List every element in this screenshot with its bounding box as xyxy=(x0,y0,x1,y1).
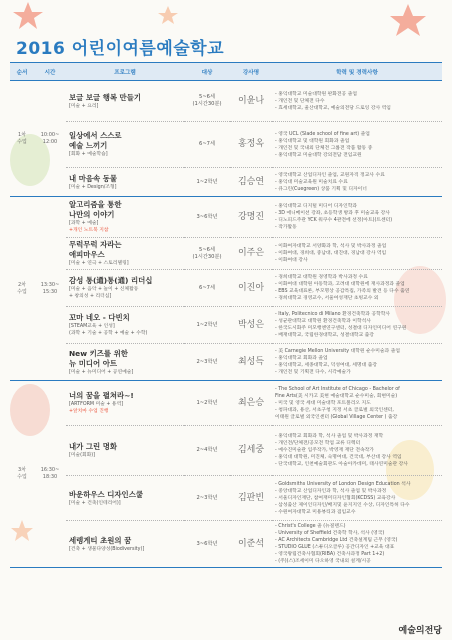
program-cell xyxy=(66,81,184,122)
career-cell xyxy=(272,238,442,270)
table-row xyxy=(10,381,442,426)
career-line: - 단국대학교, 인천예술회관도 아술아카데미, 태사연미술관 강사 xyxy=(275,462,408,467)
program-note: +개인 노트북 지참 xyxy=(69,228,109,233)
career-line: - 홍익대학교, 세종대학교, 덕성여대, 세명대 출강 xyxy=(275,363,377,368)
program-category: [과학 + 예술] xyxy=(69,221,99,226)
target-cell: 2~3학년 xyxy=(184,344,230,381)
table-row xyxy=(10,81,442,122)
teacher-name: 이진아 xyxy=(230,270,272,307)
career-line: - 개인전 및 기획전 다수, 시각예술가 xyxy=(275,370,351,375)
target-cell: 6~7세 xyxy=(184,270,230,307)
career-line: - 개인전 및 국내외 단체전 그룹전 작품 활동 중 xyxy=(275,145,373,151)
teacher-name: 김세중 xyxy=(230,426,272,476)
career-line: - 효세대학교, 울산대학교, 예술의전당 드로잉 강사 역임 xyxy=(275,105,391,111)
career-line: - 이화여대 대학원 아동학과, 고려대 대학원에 재사과정과 졸업 xyxy=(275,282,405,287)
career-line: - 배재대학교, 국립한경대학교, 성결대학교 출강 xyxy=(275,333,374,338)
career-line: - 홍익대 미술교육원 미술치료 수료 xyxy=(275,179,348,185)
program-cell xyxy=(66,238,184,270)
program-cell xyxy=(66,307,184,344)
table-header-row xyxy=(10,63,442,81)
star-icon xyxy=(13,2,43,29)
career-line: - 홍익대학교 회화과 학, 석사 졸업 및 박사과정 재학 xyxy=(275,434,384,439)
teacher-name: 김승연 xyxy=(230,168,272,197)
career-cell xyxy=(272,476,442,521)
teacher-name: 최은승 xyxy=(230,381,272,426)
program-name: 너의 꿈을 펼쳐라~! xyxy=(69,391,134,400)
program-cell xyxy=(66,168,184,197)
career-cell xyxy=(272,521,442,568)
program-name: 일상에서 스스로 예술 느끼기 xyxy=(69,131,122,150)
career-line: - 한국도시화주 미모행엔연구센터, 성결대 디자인미디어 연구원 xyxy=(275,326,407,331)
program-category: [건축 + 생물다양성(Biodiversity)] xyxy=(69,546,145,552)
career-line: - 큐그린(Cuegreen) 상품 기획 및 디자이너 xyxy=(275,186,367,192)
target-cell: 3~6학년 xyxy=(184,197,230,238)
career-line: - 홍익대학교 미술대학원 판화전공 졸업 xyxy=(275,91,357,97)
career-line: - 이화여대 강사 xyxy=(275,258,308,263)
program-name: 세렝게티 초원의 꿈 xyxy=(69,535,132,545)
star-icon xyxy=(390,4,426,36)
career-line: - EBS 교육대표론, 부모명상 공감특집, 가족의 발견 등 다수 출연 xyxy=(275,289,410,294)
table-row xyxy=(10,168,442,197)
table-row xyxy=(10,307,442,344)
session-label: 1차 수업 xyxy=(10,81,34,197)
career-cell xyxy=(272,426,442,476)
career-line: - (주)(스)조세이미 다오하영 국내외 설계/시공 xyxy=(275,559,371,564)
table-row xyxy=(10,122,442,168)
target-cell: 1~2학년 xyxy=(184,381,230,426)
career-line: - University of Sheffield 건축학 학사, 석사 (영국) xyxy=(275,531,385,536)
target-cell: 1~2학년 xyxy=(184,307,230,344)
program-name: 알고리즘을 통한 나만의 이야기 xyxy=(69,200,122,219)
target-cell: 2~4학년 xyxy=(184,426,230,476)
target-cell: 1~2학년 xyxy=(184,168,230,197)
table-row xyxy=(10,197,442,238)
career-line: - 홍익대학교 디지털 미디어 디자인학과 xyxy=(275,204,357,209)
career-line: - 서울디자인재단, 참여재미디자인협회(KCDSS) 교육강사 xyxy=(275,495,396,501)
career-line: - 3D 애니메이션 강좌, 초등학생 방과 후 미술교육 강사 xyxy=(275,211,390,216)
session-time: 16:30~ 18:30 xyxy=(34,381,66,568)
teacher-name: 이준석 xyxy=(230,521,272,568)
career-line: - 중앙대학교 산업디자인과 학, 석사 졸업 및 박사과정 xyxy=(275,488,387,494)
program-cell xyxy=(66,344,184,381)
career-line: - 이화여자대학교 서양화과 학, 석사 및 박사과정 졸업 xyxy=(275,244,387,249)
career-cell xyxy=(272,122,442,168)
header-career: 학력 및 경력사항 xyxy=(272,63,442,81)
program-cell xyxy=(66,381,184,426)
career-line: - AC Architects Cambridge Ltd 건축설계팀 근무 (영국) xyxy=(275,538,398,543)
career-line: 이태원 글로벌 외국인센터 (Global Village Center ) 출강 xyxy=(275,414,398,420)
career-line: - 경희대학교 경영교수, 서울여성재단 초빙교수 외 xyxy=(275,296,379,301)
schedule-table xyxy=(10,62,442,568)
teacher-name: 홍정옥 xyxy=(230,122,272,168)
career-line: - 이화여대, 경희대, 중남대, 대진대, 경남대 강사 역임 xyxy=(275,251,387,256)
target-cell: 5~6세 (1시간30분) xyxy=(184,238,230,270)
career-line: - 성균관대학교 대학원 환경건축학과 이학석사 xyxy=(275,319,371,324)
career-cell xyxy=(272,270,442,307)
teacher-name: 최성득 xyxy=(230,344,272,381)
session-label: 3차 수업 xyxy=(10,381,34,568)
career-cell xyxy=(272,307,442,344)
target-cell: 5~6세 (1시간30분) xyxy=(184,81,230,122)
program-name: 감성 통(通)통(通) 리더십 xyxy=(69,276,153,285)
teacher-name: 박성은 xyxy=(230,307,272,344)
program-cell xyxy=(66,521,184,568)
career-line: - 개인전 및 단체전 다수 xyxy=(275,98,325,104)
career-cell xyxy=(272,197,442,238)
table-row xyxy=(10,238,442,270)
table-row xyxy=(10,344,442,381)
career-line: - 홍익대 대학원, 미진체, 숙명여대, 건국대, 부산대 강사 역임 xyxy=(275,455,402,460)
program-cell xyxy=(66,197,184,238)
session-time: 13:30~ 15:30 xyxy=(34,197,66,381)
program-category: [미술 + 건축(인테리어)] xyxy=(69,500,121,506)
career-line: - 美 Carnegie Mellon University 대학원 순수미술과 졸업 xyxy=(275,349,400,354)
program-cell xyxy=(66,426,184,476)
career-line: - 삼성출산 제이인디자인/배지및 윤지지인 수상, 디자인특허 다수 xyxy=(275,502,410,508)
program-category: [미술 + 음악 + 놀이 + 신체활동 + 창의성 + 리더십] xyxy=(69,287,139,299)
header-target: 대상 xyxy=(184,63,230,81)
career-line: - 홍익대학교 및 대학원 회화과 졸업 xyxy=(275,138,350,144)
page-title: 2016 어린이여름예술학교 xyxy=(16,39,225,59)
career-line: - 미국 및 영국 세대 미술대학 포트폴리오 지도 xyxy=(275,400,371,406)
program-name: 보글 보글 행복 만들기 xyxy=(69,92,141,102)
program-cell xyxy=(66,476,184,521)
teacher-name: 강명진 xyxy=(230,197,272,238)
career-line: - Goldsmiths University of London Design Education 석사 xyxy=(275,481,411,487)
career-line: - 홍익대학교 회화과 졸업 xyxy=(275,356,328,361)
header-teacher: 강사명 xyxy=(230,63,272,81)
header-order: 순서 xyxy=(10,63,34,81)
program-name: 바운하우스 디자인스쿨 xyxy=(69,489,143,499)
header-program: 프로그램 xyxy=(66,63,184,81)
program-note: +앞치마 수업 진행 xyxy=(69,409,109,414)
program-category: [미술 + 뉴미디어 + 공연예술] xyxy=(69,369,134,375)
teacher-name: 이윤나 xyxy=(230,81,272,122)
career-line: - The School of Art Institute of Chicago - Bachelor of xyxy=(275,386,400,392)
program-category: [미술 + Design/조형] xyxy=(69,184,117,190)
career-cell xyxy=(272,81,442,122)
career-cell xyxy=(272,168,442,197)
teacher-name: 이주은 xyxy=(230,238,272,270)
career-line: - STUDIO GLUE (스튜디오글루) 공간디자인 +교육 대표 xyxy=(275,545,395,550)
header-time: 시간 xyxy=(34,63,66,81)
career-cell xyxy=(272,344,442,381)
target-cell: 6~7세 xyxy=(184,122,230,168)
program-category: [미술(회화)] xyxy=(69,453,96,458)
program-category: [미술 + 연극 + 스토리텔링] xyxy=(69,261,129,266)
program-cell xyxy=(66,270,184,307)
career-line: - 영국 UCL (Slade school of fine art) 졸업 xyxy=(275,131,370,137)
career-line: - Christ's College 졸 (뉴질랜드) xyxy=(275,524,346,529)
program-name: 꼬마 네오 - 다빈치 xyxy=(69,313,130,322)
career-line: - Italy, Politecnico di Milano 환경건축학과 공학학사 xyxy=(275,312,390,317)
footer-logo: 예술의전당 xyxy=(398,626,442,636)
career-line: Fine Arts(美 시카고 美현 예술대학교 순수미술, 회현미술) xyxy=(275,393,398,399)
career-line: - 홍익대학교 미술대학 강의전담 전임교원 xyxy=(275,152,362,158)
star-icon xyxy=(158,6,178,24)
program-category: [ARTFORM 미술 + 용역] xyxy=(69,402,124,407)
table-row xyxy=(10,476,442,521)
career-line: - 영국왕립건축사협회(RIBA) 건축사과정 Part 1+2) xyxy=(275,552,385,557)
program-cell xyxy=(66,122,184,168)
career-line: - 청파대과, 용산, 서초구청 지정 서초 글로벌 외국인센터, xyxy=(275,407,394,413)
session-time: 10:00~ 12:00 xyxy=(34,81,66,197)
teacher-name: 김판빈 xyxy=(230,476,272,521)
career-line: - 작가활동 xyxy=(275,225,297,230)
career-cell xyxy=(272,381,442,426)
program-category: [미술 + 요리] xyxy=(69,103,99,109)
career-line: - 수원여자대학교 미용뷰티과 겸임교수 xyxy=(275,509,356,515)
career-line: - 경희대학교 대학원 경영학과 박사과정 수료 xyxy=(275,275,368,280)
target-cell: 2~3학년 xyxy=(184,476,230,521)
target-cell: 3~6학년 xyxy=(184,521,230,568)
session-label: 2차 수업 xyxy=(10,197,34,381)
table-row xyxy=(10,426,442,476)
program-name: New 키즈를 위한 뉴 미디어 아트 xyxy=(69,348,128,368)
table-row xyxy=(10,521,442,568)
program-name: 내가 그린 명화 xyxy=(69,442,117,451)
program-name: 무럭무럭 자라는 애피마우스 xyxy=(69,240,122,259)
career-line: - 개인전/단체전/공모전 학업 교류 디렉터 xyxy=(275,441,361,446)
program-category: [회화 + 예술학습] xyxy=(69,152,108,157)
table-row xyxy=(10,270,442,307)
career-line: - 디노피드주관 YCK 워쿠수 4관전에 선정(아트)(트센터) xyxy=(275,218,393,223)
career-line: - 영국대학교 산업디자인 졸업, 교원자격 정교사 수료 xyxy=(275,172,385,178)
career-line: - 예수진미술관 입주작가, 박영재 재단 전속작가 xyxy=(275,448,374,453)
program-category: [STEAM교육 + 인성] (과학 + 기술 + 공학 + 예술 + 수학) xyxy=(69,324,148,336)
program-name: 내 마음속 동물 xyxy=(69,173,117,183)
